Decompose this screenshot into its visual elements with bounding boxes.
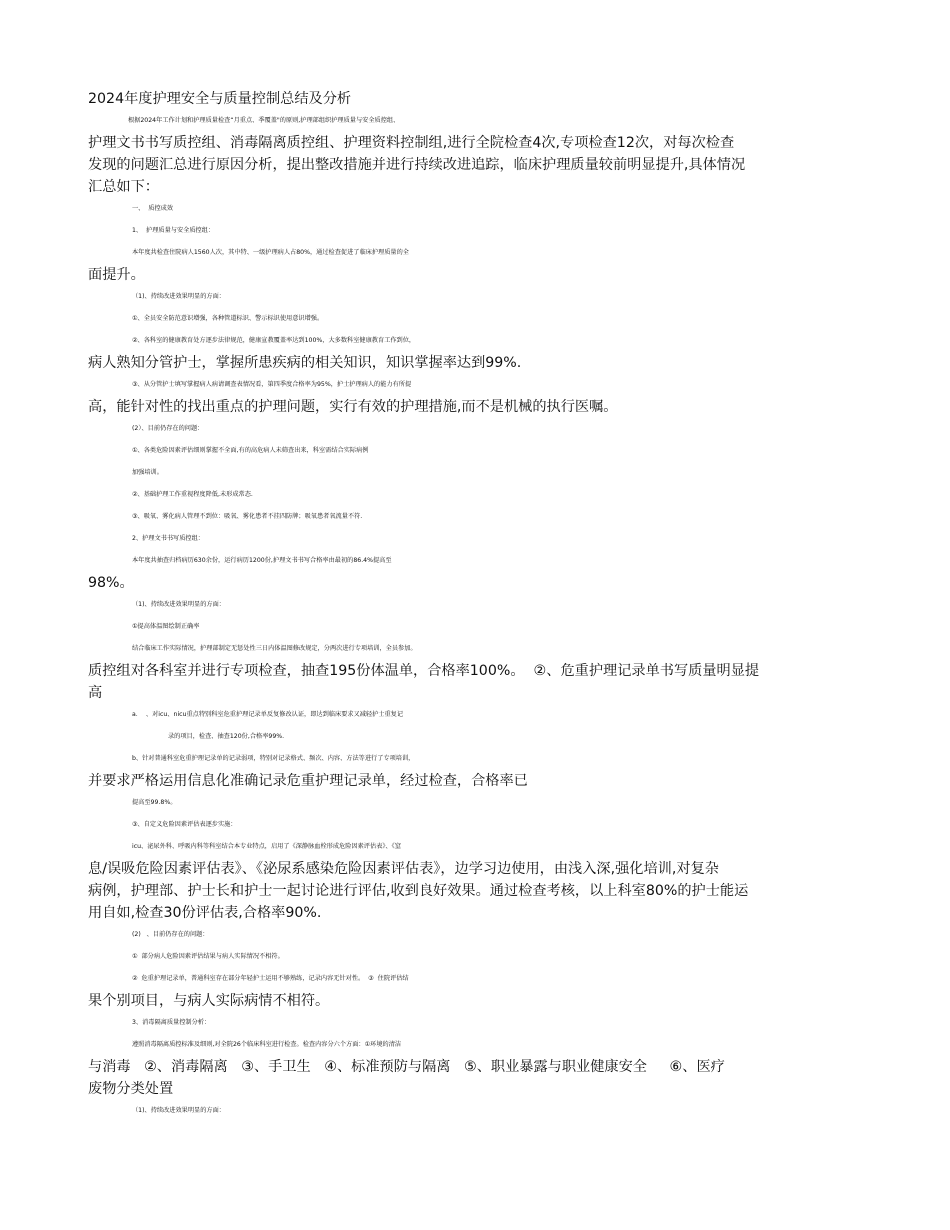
paragraph-line: 用自如,检查30份评估表,合格率90%. [88, 905, 322, 921]
document-title: 2024年度护理安全与质量控制总结及分析 [88, 91, 352, 107]
list-item: ② 危重护理记录单，普通科室存在部分年轻护士运用不够熟练，记录内容无针对性。 ③ 住院评估结 [132, 975, 409, 982]
paragraph-line: icu、泌尿外科、呼吸内科等科室结合本专业特点，启用了《深静脉血栓形成危险因素评估表》、《窒 [132, 843, 401, 850]
list-item: ①提高体温图绘制正确率 [132, 623, 200, 630]
list-item: ③、吸氧、雾化病人管理不到位：吸氧、雾化患者不挂四防牌；吸氧患者氧流量不符. [132, 513, 363, 520]
paragraph-line: 护理文书书写质控组、消毒隔离质控组、护理资料控制组,进行全院检查4次,专项检查12次，对每次检查 [88, 135, 735, 151]
document-page [88, 88, 860, 1122]
paragraph-line: 录的项目，检查、抽查120份,合格率99%. [168, 733, 285, 740]
list-item: ③、从分管护士填写掌握病人病请调查表情况看，第四季度合格率为95%，护士护理病人的能力有所提 [132, 381, 412, 388]
list-heading: （1)、持续改进效果明显的方面： [132, 601, 225, 608]
paragraph-line: 果个别项目，与病人实际病情不相符。 [88, 993, 330, 1009]
list-item: ①、各类危险因素评估细则掌握不全面,有的高危病人未筛查出来，科室需结合实际病例 [132, 447, 369, 454]
paragraph-line: 根据2024年工作计划和护理质量检查“月重点、季覆盖"的原则,护理部组织护理质量与安全质控组、 [128, 117, 400, 124]
paragraph-line: 结合临床工作实际情况，护理部制定无惩处性三日内体温图修改规定，分两次进行专项培训，全员参加。 [132, 645, 417, 652]
paragraph-line: 并要求严格运用信息化准确记录危重护理记录单，经过检查，合格率已 [88, 773, 528, 789]
list-item: ①、全员安全防范意识增强，各种管道标识、警示标识使用意识增强。 [132, 315, 324, 322]
paragraph-line: 汇总如下： [88, 179, 159, 195]
paragraph-line: 加强培训。 [132, 469, 163, 476]
paragraph-line: 本年度共检查住院病人1560人次，其中特、一级护理病人占80%，通过检查促进了临床护理质量的全 [132, 249, 409, 256]
section-heading: 一、 质控成效 [132, 205, 174, 212]
paragraph-line: 遵照消毒隔离质控标准及细则,对全院26个临床科室进行检查。检查内容分六个方面：①环境的清洁 [132, 1041, 402, 1048]
list-heading: (2）、目前仍存在的问题： [132, 425, 204, 432]
paragraph-line: 质控组对各科室并进行专项检查，抽查195份体温单，合格率100%。 ②、危重护理记录单书写质量明显提 [88, 663, 760, 679]
subsection-heading: 1、 护理质量与安全质控组： [132, 227, 215, 234]
list-item: ②、基础护理工作重视程度降低,未形成常态. [132, 491, 253, 498]
list-item: a． 、对icu、nicu重点特别科室危重护理记录单反复修改认证，即达到临床要求又减轻护士重复记 [132, 711, 404, 718]
paragraph-line: 本年度共抽查归档病历630余份，运行病历1200份,护理文书书写合格率由最初的86.4%提高至 [132, 557, 392, 564]
paragraph-line: 息/误吸危险因素评估表》、《泌尿系感染危险因素评估表》，边学习边使用，由浅入深,强化培训,对复杂 [88, 861, 719, 877]
list-item: ②、各科室的健康教育处方逐步法律规范，健康宣教覆盖率达到100%，大多数科室健康教育工作到位， [132, 337, 416, 344]
subsection-heading: 3、消毒隔离质量控制分析： [132, 1019, 211, 1026]
list-heading: （1)、持续改进效果明显的方面： [132, 1107, 225, 1114]
list-item: b、针对普通科室危重护理记录单的记录弱项，特别对记录格式、频次、内容、方法等进行了专项培训， [132, 755, 415, 762]
paragraph-line: 发现的问题汇总进行原因分析，提出整改措施并进行持续改进追踪，临床护理质量较前明显提升,具体情况 [88, 157, 746, 173]
paragraph-line: 病人熟知分管护士，掌握所患疾病的相关知识，知识掌握率达到99%. [88, 355, 522, 371]
paragraph-line: 98%。 [88, 575, 134, 591]
subsection-heading: 2、护理文书书写质控组： [132, 535, 204, 542]
list-heading: (2) 、目前仍存在的问题： [132, 931, 209, 938]
list-heading: （1)、持续改进效果明显的方面： [132, 293, 225, 300]
paragraph-line: 与消毒 ②、消毒隔离 ③、手卫生 ④、标准预防与隔离 ⑤、职业暴露与职业健康安全 ⑥、医疗 [88, 1059, 725, 1075]
paragraph-line: 废物分类处置 [88, 1081, 174, 1097]
paragraph-line: 面提升。 [88, 267, 145, 283]
paragraph-line: 提高至99.8%。 [132, 799, 177, 806]
paragraph-line: 高 [88, 685, 103, 701]
list-item: ③、自定义危险因素评估表逐步实施： [132, 821, 237, 828]
list-item: ① 部分病人危险因素评估结果与病人实际情况不相符。 [132, 953, 284, 960]
paragraph-line: 高，能针对性的找出重点的护理问题，实行有效的护理措施,而不是机械的执行医嘱。 [88, 399, 618, 415]
paragraph-line: 病例，护理部、护士长和护士一起讨论进行评估,收到良好效果。通过检查考核，以上科室80%的护士能运 [88, 883, 749, 899]
